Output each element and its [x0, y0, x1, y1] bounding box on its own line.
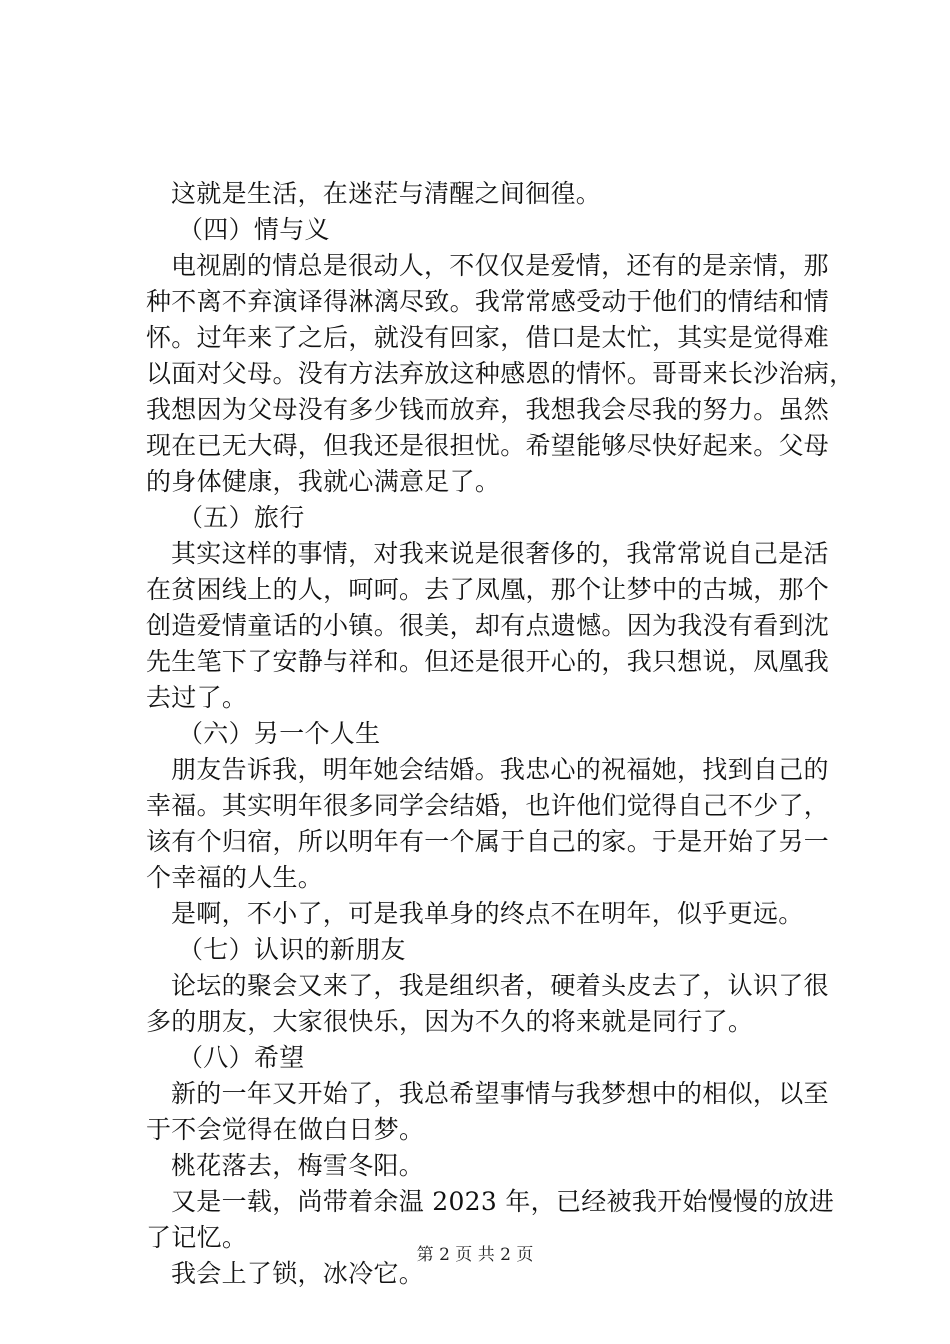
body-line: 幸福。其实明年很多同学会结婚，也许他们觉得自己不少了，: [146, 791, 830, 820]
body-line: 以面对父母。没有方法弃放这种感恩的情怀。哥哥来长沙治病，: [146, 359, 855, 388]
body-line: 怀。过年来了之后，就没有回家，借口是太忙，其实是觉得难: [146, 323, 830, 352]
body-line: 桃花落去，梅雪冬阳。: [171, 1151, 425, 1180]
body-line: 创造爱情童话的小镇。很美，却有点遗憾。因为我没有看到沈: [146, 611, 830, 640]
body-line: 论坛的聚会又来了，我是组织者，硬着头皮去了，认识了很: [171, 971, 829, 1000]
body-line: 又是一载，尚带着余温 2023 年，已经被我开始慢慢的放进: [171, 1187, 835, 1216]
page-number-label: 第 2 页 共 2 页: [416, 1245, 534, 1265]
section-heading: （七）认识的新朋友: [178, 935, 406, 964]
body-line: 在贫困线上的人，呵呵。去了凤凰，那个让梦中的古城，那个: [146, 575, 830, 604]
body-line: 先生笔下了安静与祥和。但还是很开心的，我只想说，凤凰我: [146, 647, 830, 676]
body-line: 朋友告诉我，明年她会结婚。我忠心的祝福她，找到自己的: [171, 755, 829, 784]
body-line: 电视剧的情总是很动人，不仅仅是爱情，还有的是亲情，那: [171, 251, 829, 280]
section-heading: （八）希望: [178, 1043, 305, 1072]
body-line: 这就是生活，在迷茫与清醒之间徊徨。: [171, 179, 602, 208]
section-heading: （四）情与义: [178, 215, 330, 244]
body-line: 其实这样的事情，对我来说是很奢侈的，我常常说自己是活: [171, 539, 829, 568]
body-line: 个幸福的人生。: [146, 863, 324, 892]
body-line: 多的朋友，大家很快乐，因为不久的将来就是同行了。: [146, 1007, 754, 1036]
body-line: 我想因为父母没有多少钱而放弃，我想我会尽我的努力。虽然: [146, 395, 830, 424]
body-line: 去过了。: [146, 683, 248, 712]
body-line: 我会上了锁，冰冷它。: [171, 1259, 425, 1288]
body-line: 现在已无大碍，但我还是很担忧。希望能够尽快好起来。父母: [146, 431, 830, 460]
section-heading: （六）另一个人生: [178, 719, 381, 748]
body-line: 该有个归宿，所以明年有一个属于自己的家。于是开始了另一: [146, 827, 830, 856]
body-line: 是啊，不小了，可是我单身的终点不在明年，似乎更远。: [171, 899, 804, 928]
body-line: 的身体健康，我就心满意足了。: [146, 467, 501, 496]
body-line: 于不会觉得在做白日梦。: [146, 1115, 425, 1144]
page-footer: [0, 1243, 950, 1267]
body-line: 种不离不弃演译得淋漓尽致。我常常感受动于他们的情结和情: [146, 287, 830, 316]
body-line: 了记忆。: [146, 1223, 248, 1252]
body-line: 新的一年又开始了，我总希望事情与我梦想中的相似，以至: [171, 1079, 829, 1108]
section-heading: （五）旅行: [178, 503, 305, 532]
